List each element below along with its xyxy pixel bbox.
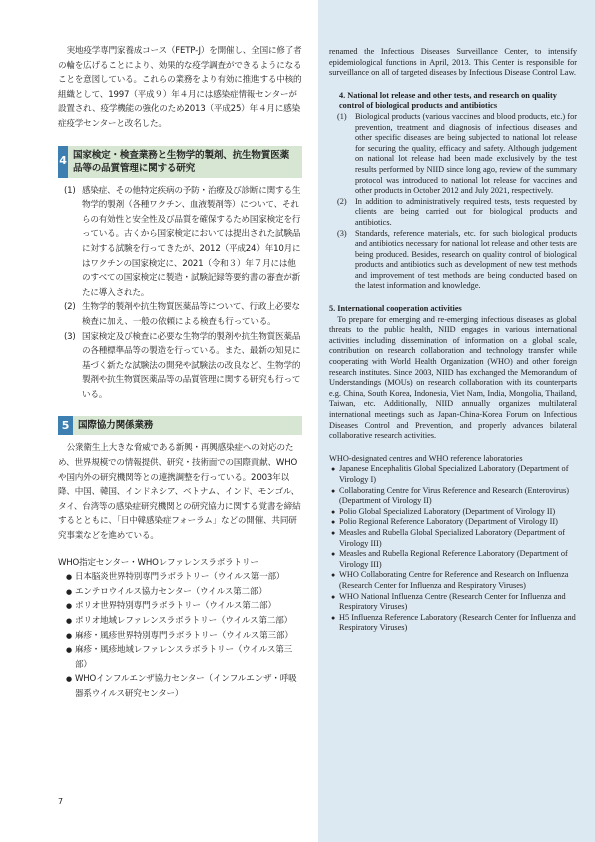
list-item <box>331 464 577 485</box>
item-text: エンテロウイルス協力センター（ウイルス第二部） <box>75 586 267 597</box>
list-item <box>331 528 577 549</box>
item-text: 麻疹・風疹世界特別専門ラボラトリー（ウイルス第三部） <box>75 630 293 641</box>
en-intro-paragraph: renamed the Infectious Diseases Surveillance Center, to intensify epidemiological functions in April, 2013. This Center is responsible for surveillance on all of targeted diseases by Infectious Disease Control Law. <box>329 47 577 78</box>
en-who-list-title: WHO-designated centres and WHO reference laboratories <box>329 453 523 463</box>
item-text: ポリオ地域レファレンスラボラトリー（ウイルス第二部） <box>75 616 292 626</box>
page-number: 7 <box>58 797 64 806</box>
list-item <box>64 184 302 301</box>
jp-section-4-number: 4 <box>58 146 68 178</box>
jp-intro-paragraph: 実地疫学専門家養成コース（FETP-J）を開催し、全国に修了者の輪を広げることにより、効果的な疫学調査ができるようになることを意図している。これらの業務をより有効に推進する中核的組織として、1997（平成９）年４月には感染症情報センターが設置され、疫学機能の強化のため2013（平成25）年４月に感染症疫学センターと改名した。 <box>58 46 302 129</box>
bullet-icon: ● <box>331 486 336 495</box>
bullet-icon: ● <box>66 587 72 596</box>
item-text: Japanese Encephalitis Global Specialized Laboratory (Department of Virology I) <box>339 464 569 484</box>
japanese-column <box>58 44 302 702</box>
bullet-icon: ● <box>66 602 72 611</box>
item-number: (2) <box>337 196 347 206</box>
item-text: 国家検定及び検査に必要な生物学的製剤や抗生物質医薬品の各種標準品等の製造を行っている。また、最新の知見に基づく新たな試験法の開発や試験法の改良など、生物学的製剤や抗生物質医薬品等の品質管理に関する研究も行っている。 <box>82 331 301 400</box>
jp-section-5-number: 5 <box>58 416 73 435</box>
item-text: WHO Collaborating Centre for Reference and Research on Influenza (Research Center for Influenza and Respiratory Viruses) <box>339 570 569 590</box>
list-item <box>66 599 302 614</box>
item-text: 日本脳炎世界特別専門ラボラトリー（ウイルス第一部） <box>75 572 285 583</box>
list-item <box>331 517 577 528</box>
list-item <box>337 197 577 229</box>
list-item <box>331 570 577 591</box>
bullet-icon: ● <box>331 518 336 527</box>
bullet-icon: ● <box>66 573 72 582</box>
item-text: WHOインフルエンザ協力センター（インフルエンザ・呼吸器系ウイルス研究センター） <box>75 674 297 699</box>
bullet-icon: ● <box>66 631 72 640</box>
item-text: H5 Influenza Reference Laboratory (Research Center for Influenza and Respiratory Viruses) <box>339 612 576 633</box>
bullet-icon: ● <box>331 528 336 537</box>
bullet-icon: ● <box>331 465 336 474</box>
en-section-4-title: 4. National lot release and other tests, and research on quality control of biological products and antibiotics <box>339 90 557 111</box>
list-item <box>66 629 302 644</box>
item-text: ポリオ世界特別専門ラボラトリー（ウイルス第二部） <box>75 601 276 612</box>
list-item <box>331 549 577 570</box>
jp-section-5-title: 国際協力関係業務 <box>78 420 154 432</box>
list-item <box>331 592 577 613</box>
item-text: Polio Regional Reference Laboratory (Department of Virology II) <box>339 517 558 527</box>
item-text: Standards, reference materials, etc. for such biological products and antibiotics necessary for national lot release and other tests are being produced. Besides, research on quality control of biological products and antibiotics such as development of new test methods and improvement of test methods are being conducted based on the latest information and knowledge. <box>355 228 577 291</box>
item-number: (2) <box>64 302 76 313</box>
bullet-icon: ● <box>331 592 336 601</box>
list-item <box>331 613 577 634</box>
jp-section-4-heading <box>58 146 302 178</box>
list-item <box>331 486 577 507</box>
jp-section-5-body: 公衆衛生上大きな脅威である新興・再興感染症への対応のため、世界規模での情報提供、研究・技術面での国際貢献、WHOや国内外の研究機関等との連携調整を行っている。2003年以降、中国、韓国、インドネシア、ベトナム、インド、モンゴル、タイ、台湾等の感染症研究機関との研究協力に関する覚書を締結するとともに、「日中韓感染症フォーラム」などの開催、共同研究事業などを進めている。 <box>58 443 301 542</box>
list-item <box>337 112 577 197</box>
list-item <box>66 672 302 701</box>
list-item <box>64 330 302 403</box>
item-text: Biological products (various vaccines and blood products, etc.) for prevention, treatment and diagnosis of infectious diseases and other specific diseases are being subjected to national lot release for securing the quality, efficacy and safety. Although judgement on national lot release had been made exclusively by the test results performed by NIID since long ago, review of the summary protocol was introduced to national lot release for vaccines and other products in October 2012 and July 2021, respectively. <box>355 111 577 196</box>
bullet-icon: ● <box>331 571 336 580</box>
item-number: (1) <box>337 111 347 121</box>
list-item <box>64 300 302 329</box>
item-text: 感染症、その他特定疾病の予防・治療及び診断に関する生物学的製剤（各種ワクチン、血液製剤等）について、それらの有効性と安全性及び品質を確保するため国家検定を行っている。古くから国家検定においては提出された試験品に対する試験を行ってきたが、2012（平成24）年10月にはワクチンの国家検定に、2021（令和３）年７月には他のすべての国家検定に製造・試験記録等要約書の審査が新たに導入された。 <box>82 185 301 298</box>
item-text: Polio Global Specialized Laboratory (Department of Virology II) <box>339 506 556 516</box>
list-item <box>66 570 302 585</box>
jp-section-5-heading <box>58 416 302 435</box>
bullet-icon: ● <box>66 617 72 625</box>
bullet-icon: ● <box>331 550 336 559</box>
item-text: WHO National Influenza Centre (Research Center for Influenza and Respiratory Viruses) <box>339 591 566 612</box>
item-number: (3) <box>337 228 347 238</box>
item-text: Collaborating Centre for Virus Reference and Research (Enterovirus) (Department of Virology II) <box>339 485 569 506</box>
english-column <box>329 47 577 634</box>
list-item <box>66 643 302 672</box>
list-item <box>337 229 577 293</box>
item-text: In addition to administratively required tests, tests requested by clients are being carried out for biological products and antibiotics. <box>355 196 577 227</box>
item-number: (1) <box>64 185 76 196</box>
bullet-icon: ● <box>331 507 336 516</box>
jp-section-4-title: 国家検定・検査業務と生物学的製剤、抗生物質医薬品等の品質管理に関する研究 <box>72 149 289 174</box>
bullet-icon: ● <box>331 613 336 622</box>
item-text: Measles and Rubella Global Specialized Laboratory (Department of Virology III) <box>339 527 566 548</box>
item-text: Measles and Rubella Regional Reference Laboratory (Department of Virology III) <box>339 549 568 569</box>
jp-who-list-title: WHO指定センター・WHOレファレンスラボラトリー <box>58 557 259 568</box>
en-section-5-body: To prepare for emerging and re-emerging infectious diseases as global threats to the public health, NIID engages in various international activities including dissemination of information on a global scale, contribution on research collaboration and technology transfer while cooperating with World Health Organization (WHO) and other foreign research institutes. Since 2003, NIID has exchanged the Memorandum of Understandings (MOUs) on research collaboration with its counterparts e.g. China, South Korea, Indonesia, Viet Nam, India, Mongolia, Thailand, Taiwan, etc. Additionally, NIID annually organizes multilateral international meetings such as Japan-China-Korea Forum on Infectious Diseases Control and Prevention, and properly advances bilateral collaborative research activities. <box>329 314 577 441</box>
item-text: 麻疹・風疹地域レファレンスラボラトリー（ウイルス第三部） <box>75 645 293 670</box>
list-item <box>66 614 302 629</box>
item-text: 生物学的製剤や抗生物質医薬品等について、行政上必要な検査に加え、一般の依頼による検査も行っている。 <box>82 302 300 327</box>
item-number: (3) <box>64 331 76 342</box>
list-item <box>331 507 577 518</box>
en-section-5-title: 5. International cooperation activities <box>329 304 462 314</box>
bullet-icon: ● <box>66 646 72 655</box>
list-item <box>66 585 302 600</box>
bullet-icon: ● <box>66 675 72 684</box>
